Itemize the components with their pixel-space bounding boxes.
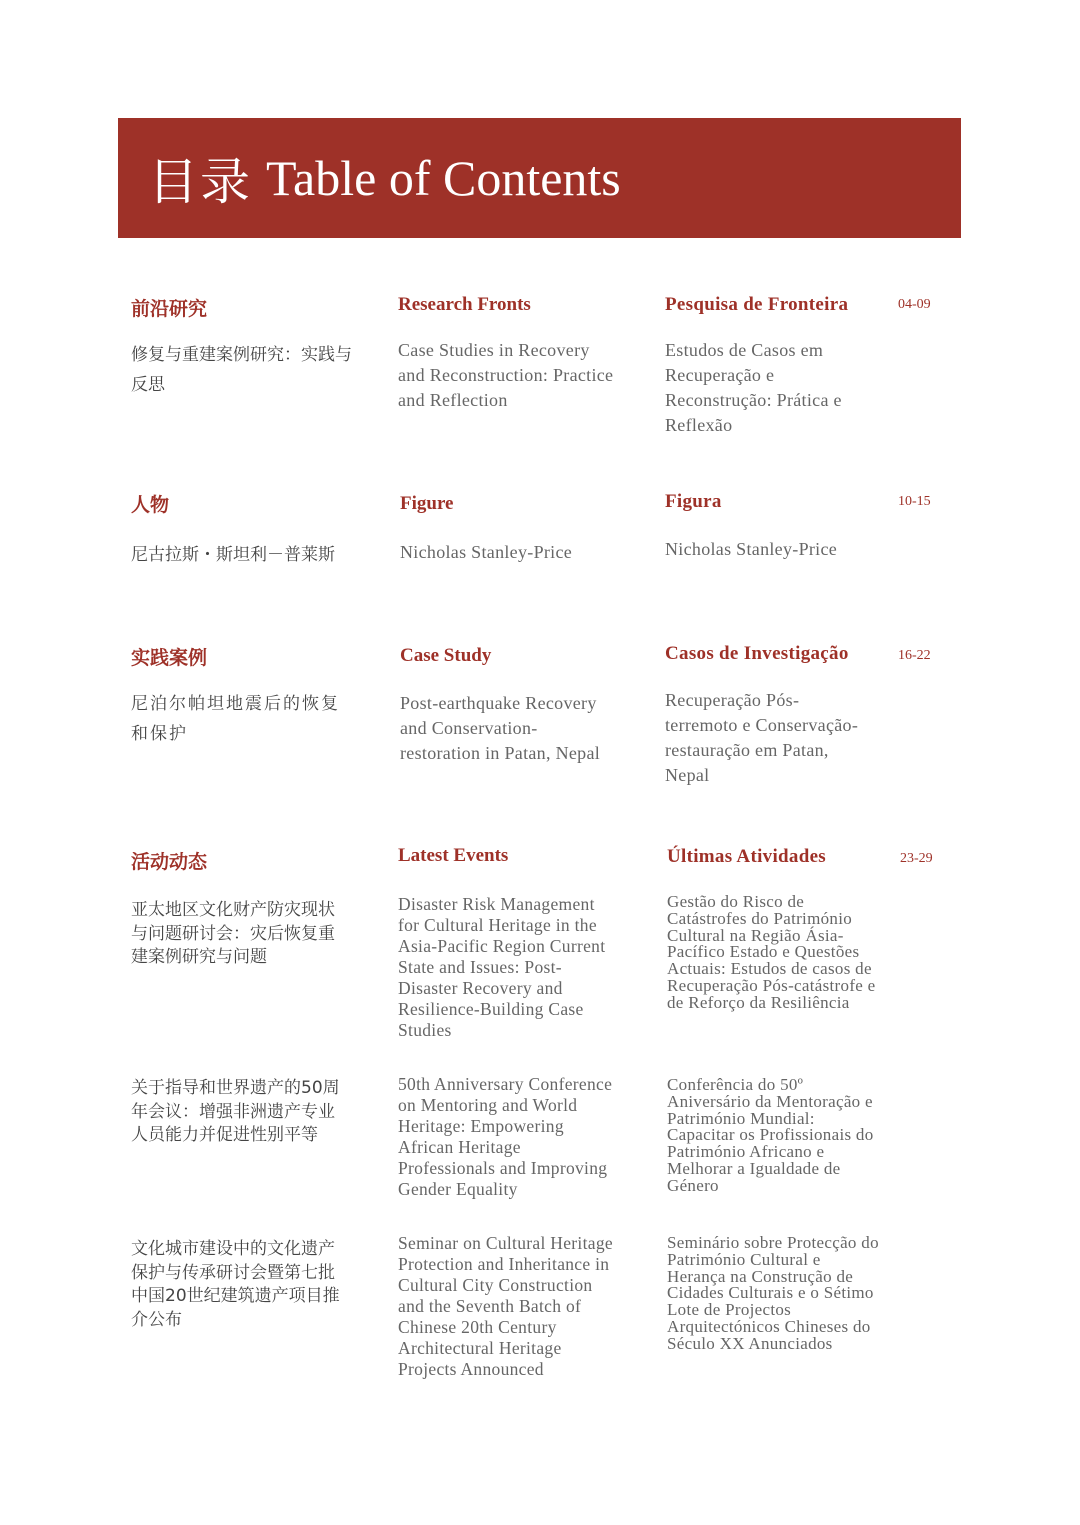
item-title-en: Nicholas Stanley-Price (400, 542, 573, 562)
section-heading-pt: Últimas Atividades (667, 846, 826, 867)
item-title-en: Seminar on Cultural Heritage Protection and Inheritance in Cultural City Construction and the Seventh Batch of Chinese 20th Century Architectural Heritage Projects Announced (398, 1233, 613, 1379)
item-title-pt: Nicholas Stanley-Price (665, 539, 838, 559)
page-range: 04-09 (898, 297, 931, 312)
title-banner (118, 118, 961, 238)
section-heading-pt: Casos de Investigação (665, 643, 849, 664)
section-heading-en: Latest Events (398, 845, 509, 866)
item-title-pt: Recuperação Pós-terremoto e Conservação-restauração em Patan, Nepal (665, 690, 859, 785)
item-title-pt: Estudos de Casos em Recuperação e Reconstrução: Prática e Reflexão (665, 340, 842, 435)
section-heading-en: Research Fronts (398, 294, 531, 315)
item-title-en: Post-earthquake Recovery and Conservation-restoration in Patan, Nepal (400, 693, 601, 763)
section-heading-zh: 前沿研究 (131, 298, 208, 320)
section-heading-zh: 人物 (131, 494, 170, 516)
item-title-zh: 亚太地区文化财产防灾现状与问题研讨会：灾后恢复重建案例研究与问题 (131, 900, 335, 967)
item-title-pt: Conferência do 50º Aniversário da Mentoração e Património Mundial: Capacitar os Profissionais do Património Africano e Melhorar a Igualdade de Género (667, 1075, 874, 1195)
section-heading-pt: Pesquisa de Fronteira (665, 294, 849, 315)
item-title-zh: 文化城市建设中的文化遗产保护与传承研讨会暨第七批中国20世纪建筑遗产项目推介公布 (131, 1239, 340, 1330)
page-range: 16-22 (898, 648, 931, 663)
item-title-zh: 关于指导和世界遗产的50周年会议：增强非洲遗产专业人员能力并促进性别平等 (131, 1078, 340, 1145)
item-title-zh: 尼泊尔帕坦地震后的恢复和保护 (131, 694, 340, 744)
section-heading-pt: Figura (665, 491, 722, 512)
item-title-zh: 修复与重建案例研究：实践与反思 (131, 345, 352, 395)
section-heading-zh: 活动动态 (131, 851, 208, 873)
item-title-en: Case Studies in Recovery and Reconstruction: Practice and Reflection (398, 340, 614, 410)
page-range: 10-15 (898, 494, 931, 509)
page-range: 23-29 (900, 851, 933, 866)
item-title-en: 50th Anniversary Conference on Mentoring and World Heritage: Empowering African Heritage Professionals and Improving Gender Equality (398, 1074, 613, 1199)
title-zh: 目录 (148, 153, 252, 211)
item-title-en: Disaster Risk Management for Cultural Heritage in the Asia-Pacific Region Current State and Issues: Post-Disaster Recovery and Resilience-Building Case Studies (398, 894, 606, 1040)
item-title-zh: 尼古拉斯・斯坦利－普莱斯 (131, 545, 335, 565)
section-heading-en: Figure (400, 493, 454, 514)
item-title-pt: Seminário sobre Protecção do Património Cultural e Herança na Construção de Cidades Culturais e o Sétimo Lote de Projectos Arquitectónicos Chineses do Século XX Anunciados (667, 1233, 879, 1353)
item-title-pt: Gestão do Risco de Catástrofes do Património Cultural na Região Ásia-Pacífico Estado e Questões Actuais: Estudos de casos de Recuperação Pós-catástrofe e de Reforço da Resiliência (667, 892, 876, 1012)
section-heading-zh: 实践案例 (131, 647, 208, 669)
title-en: Table of Contents (266, 150, 621, 206)
section-heading-en: Case Study (400, 645, 492, 666)
